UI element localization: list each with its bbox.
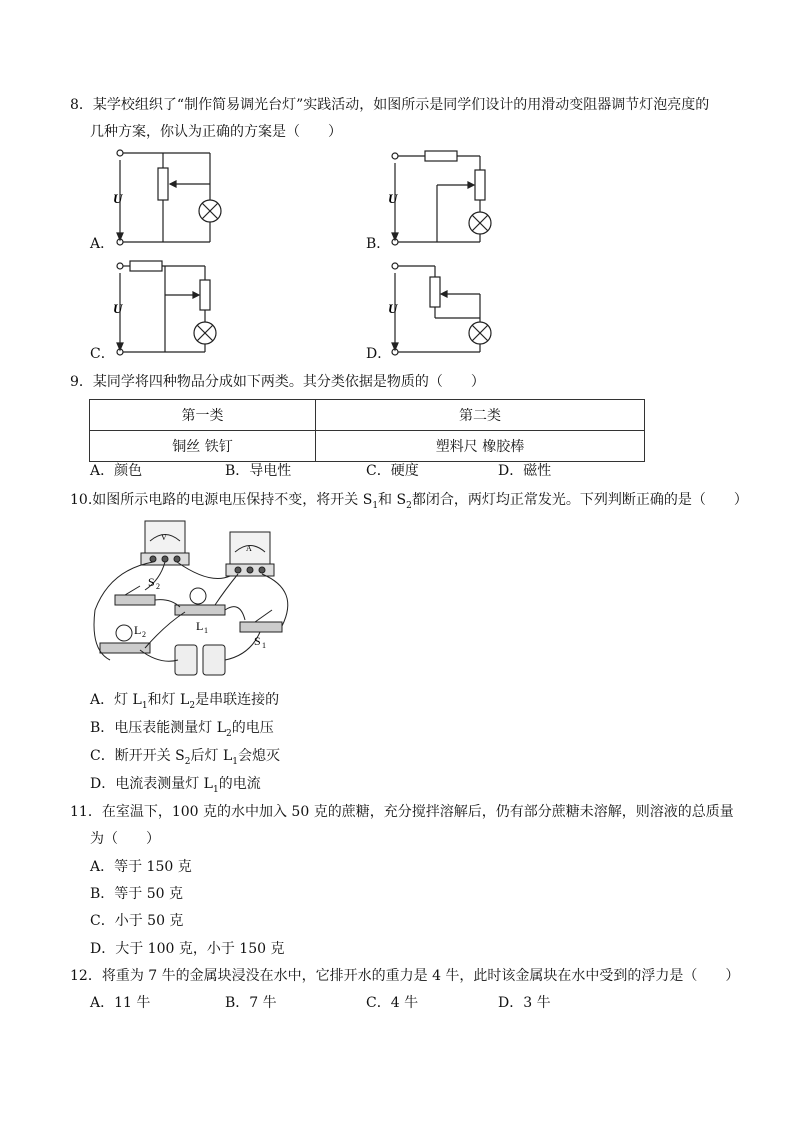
fig-label-l1: L <box>196 619 204 633</box>
circuit-b-voltage-label: U <box>388 191 398 206</box>
q10-option-d[interactable]: D．电流表测量灯 $L_1$的电流 <box>90 776 261 795</box>
q12-option-b[interactable]: B．7 牛 <box>225 995 277 1011</box>
fig-label-s2: S <box>148 575 155 589</box>
fig-label-s1-sub: 1 <box>262 641 266 650</box>
q8-option-d[interactable]: D． <box>366 346 392 362</box>
table-cell: 塑料尺 橡胶棒 <box>316 431 645 462</box>
q10-option-c[interactable]: C．断开开关 $S_2$后灯 $L_1$会熄灭 <box>90 748 280 767</box>
q12-option-c[interactable]: C．4 牛 <box>366 995 419 1011</box>
fig-label-l2: L <box>134 623 142 637</box>
fig-label-voltmeter: V <box>161 533 167 542</box>
q12-option-a[interactable]: A．11 牛 <box>90 995 151 1011</box>
q9-option-c[interactable]: C．硬度 <box>366 463 419 479</box>
circuit-a-voltage-label: U <box>113 191 123 206</box>
q9-option-b[interactable]: B．导电性 <box>225 463 292 479</box>
fig-label-ammeter: A <box>246 544 252 553</box>
fig-label-l1-sub: 1 <box>204 626 208 635</box>
q11-stem-line1: 11．在室温下，100 克的水中加入 50 克的蔗糖，充分搅拌溶解后，仍有部分蔗糖未溶解，则溶液的总质量 <box>70 804 734 820</box>
fig-label-l2-sub: 2 <box>142 630 146 639</box>
q9-stem: 9．某同学将四种物品分成如下两类。其分类依据是物质的（ ） <box>70 374 485 390</box>
fig-label-s2-sub: 2 <box>156 582 160 591</box>
q9-option-a[interactable]: A．颜色 <box>90 463 143 479</box>
fig-label-s1: S <box>254 634 261 648</box>
q8-stem-line1: 8．某学校组织了“制作简易调光台灯”实践活动，如图所示是同学们设计的用滑动变阻器调节灯泡亮度的 <box>70 97 710 113</box>
table-header-cell: 第一类 <box>90 400 316 431</box>
q11-option-b[interactable]: B．等于 50 克 <box>90 886 184 902</box>
table-cell: 铜丝 铁钉 <box>90 431 316 462</box>
q11-option-c[interactable]: C．小于 50 克 <box>90 913 184 929</box>
table-header-cell: 第二类 <box>316 400 645 431</box>
q8-stem-line2: 几种方案，你认为正确的方案是（ ） <box>90 124 342 140</box>
circuit-d-voltage-label: U <box>388 301 398 316</box>
q8-option-a[interactable]: A． <box>90 236 115 252</box>
q11-option-a[interactable]: A．等于 150 克 <box>90 859 192 875</box>
q12-stem: 12．将重为 7 牛的金属块浸没在水中，它排开水的重力是 4 牛，此时该金属块在水中受到的浮力是（ ） <box>70 968 740 984</box>
q12-option-d[interactable]: D．3 牛 <box>498 995 551 1011</box>
q10-option-b[interactable]: B．电压表能测量灯 $L_2$的电压 <box>90 720 274 739</box>
q10-option-a[interactable]: A．灯 $L_1$和灯 $L_2$是串联连接的 <box>90 692 280 711</box>
q9-option-d[interactable]: D．磁性 <box>498 463 552 479</box>
q11-stem-line2: 为（ ） <box>90 831 160 847</box>
q8-option-c[interactable]: C． <box>90 346 115 362</box>
q11-option-d[interactable]: D．大于 100 克，小于 150 克 <box>90 941 285 957</box>
q8-option-b[interactable]: B． <box>366 236 391 252</box>
q10-stem: 10.如图所示电路的电源电压保持不变，将开关 $S_1$和 $S_2$都闭合，两灯均正常发光。下列判断正确的是（ ） <box>70 492 748 511</box>
circuit-c-voltage-label: U <box>113 301 123 316</box>
